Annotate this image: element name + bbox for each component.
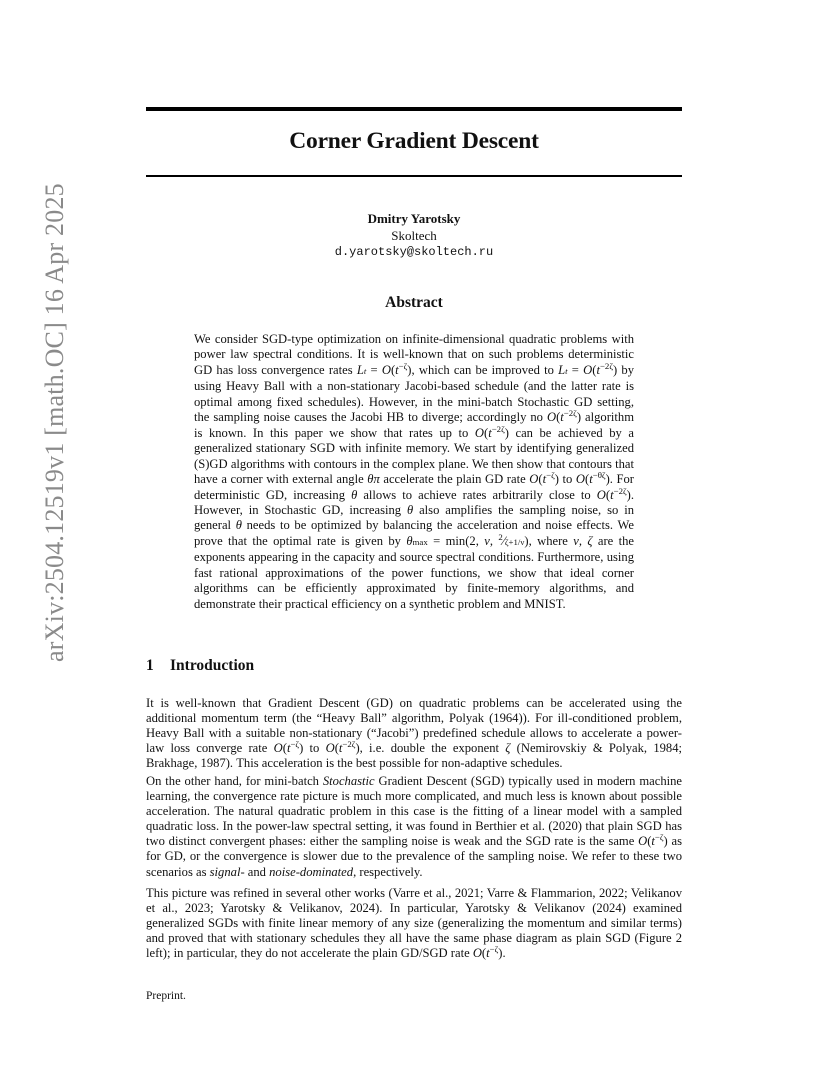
abstract-text: We consider SGD-type optimization on infinite-dimensional quadratic problems with power law spectral conditions. It is well-known that on such problems deterministic GD has loss convergence rates: [194, 332, 634, 377]
author-name: Dmitry Yarotsky: [367, 211, 461, 226]
paper-title: Corner Gradient Descent: [289, 128, 539, 154]
section-title: Introduction: [170, 657, 255, 674]
footer-note: Preprint.: [146, 990, 186, 1002]
arxiv-identifier: arXiv:2504.12519v1 [math.OC] 16 Apr 2025: [40, 183, 69, 662]
author-email[interactable]: d.yarotsky@skoltech.ru: [334, 245, 494, 259]
title-bottom-rule: [146, 175, 682, 177]
section-heading: [146, 657, 254, 675]
intro-paragraph-1: It is well-known that Gradient Descent (GD) on quadratic problems can be accelerated using the additional momentum term (the “Heavy Ball” algorithm, Polyak (1964)). For ill-conditioned problem, Heavy Ball with a suitable non-stationary (“Jacobi”) predefined schedule allows to accelerate a power-law loss converge rate $O(t^{-\zeta})$ to $O(t^{-2\zeta})$, i.e. double the exponent ζ (Nemirovskiy & Polyak, 1984; Brakhage, 1987). This acceleration is the best possible for non-adaptive schedules.: [146, 696, 683, 771]
math: Lt: [356, 362, 367, 377]
section-number: 1: [146, 657, 154, 674]
author-affiliation: Skoltech: [391, 227, 437, 243]
intro-paragraph-2: On the other hand, for mini-batch Stochastic Gradient Descent (SGD) typically used in modern machine learning, the convergence rate picture is much more complicated, and much less is known about possible acceleration. The natural quadratic problem in this case is the fitting of a linear model with a sampled quadratic loss. In the power-law spectral setting, it was found in Berthier et al. (2020) that plain SGD has two distinct convergent phases: either the sampling noise is weak and the SGD rate is the same $O(t^{-\zeta})$ as for GD, or the convergence is slower due to the prevalence of the sampling noise. We refer to these two scenarios as signal- and noise-dominated, respectively.: [146, 774, 683, 879]
abstract-heading: Abstract: [385, 294, 443, 311]
title-top-rule: [146, 107, 682, 111]
intro-paragraph-3: This picture was refined in several other works (Varre et al., 2021; Varre & Flammarion, 2022; Velikanov et al., 2023; Yarotsky & Velikanov, 2024). In particular, Yarotsky & Velikanov (2024) examined generalized SGDs with finite linear memory of any size (generalizing the momentum and similar terms) and proved that with stationary schedules they all have the same phase diagram as plain SGD (Figure 2 left); in particular, they do not accelerate the plain GD/SGD rate $O(t^{-\zeta})$.: [146, 886, 682, 961]
abstract-body: We consider SGD-type optimization on infinite-dimensional quadratic problems with power law spectral conditions. It is well-known that on such problems deterministic GD has loss convergence rates $Lt = O(t^{-\zeta})$, which can be improved to $Lt = O(t^{-2\zeta})$ by using Heavy Ball with a non-stationary Jacobi-based schedule (and the latter rate is optimal among fixed schedules). However, in the mini-batch Stochastic GD setting, the sampling noise causes the Jacobi HB to diverge; accordingly no $O(t^{-2\zeta})$ algorithm is known. In this paper we show that rates up to $O(t^{-2\zeta})$ can be achieved by a generalized stationary SGD with infinite memory. We start by identifying generalized (S)GD algorithms with contours in the complex plane. We then show that contours that have a corner with external angle θπ accelerate the plain GD rate $O(t^{-\zeta})$ to $O(t^{-\theta\zeta})$. For deterministic GD, increasing θ allows to achieve rates arbitrarily close to $O(t^{-2\zeta})$. However, in Stochastic GD, increasing θ also amplifies the sampling noise, so in general θ needs to be optimized by balancing the acceleration and noise effects. We prove that the optimal rate is given by θmax = min(2, ν, $^2$⁄ζ+1/ν), where ν, ζ are the exponents appearing in the capacity and source spectral conditions. Furthermore, using fast rational approximations of the power functions, we show that ideal corner algorithms can be efficiently approximated by finite-memory algorithms, and demonstrate their practical efficiency on a synthetic problem and MNIST.: [194, 332, 635, 611]
author-block: [146, 211, 682, 261]
